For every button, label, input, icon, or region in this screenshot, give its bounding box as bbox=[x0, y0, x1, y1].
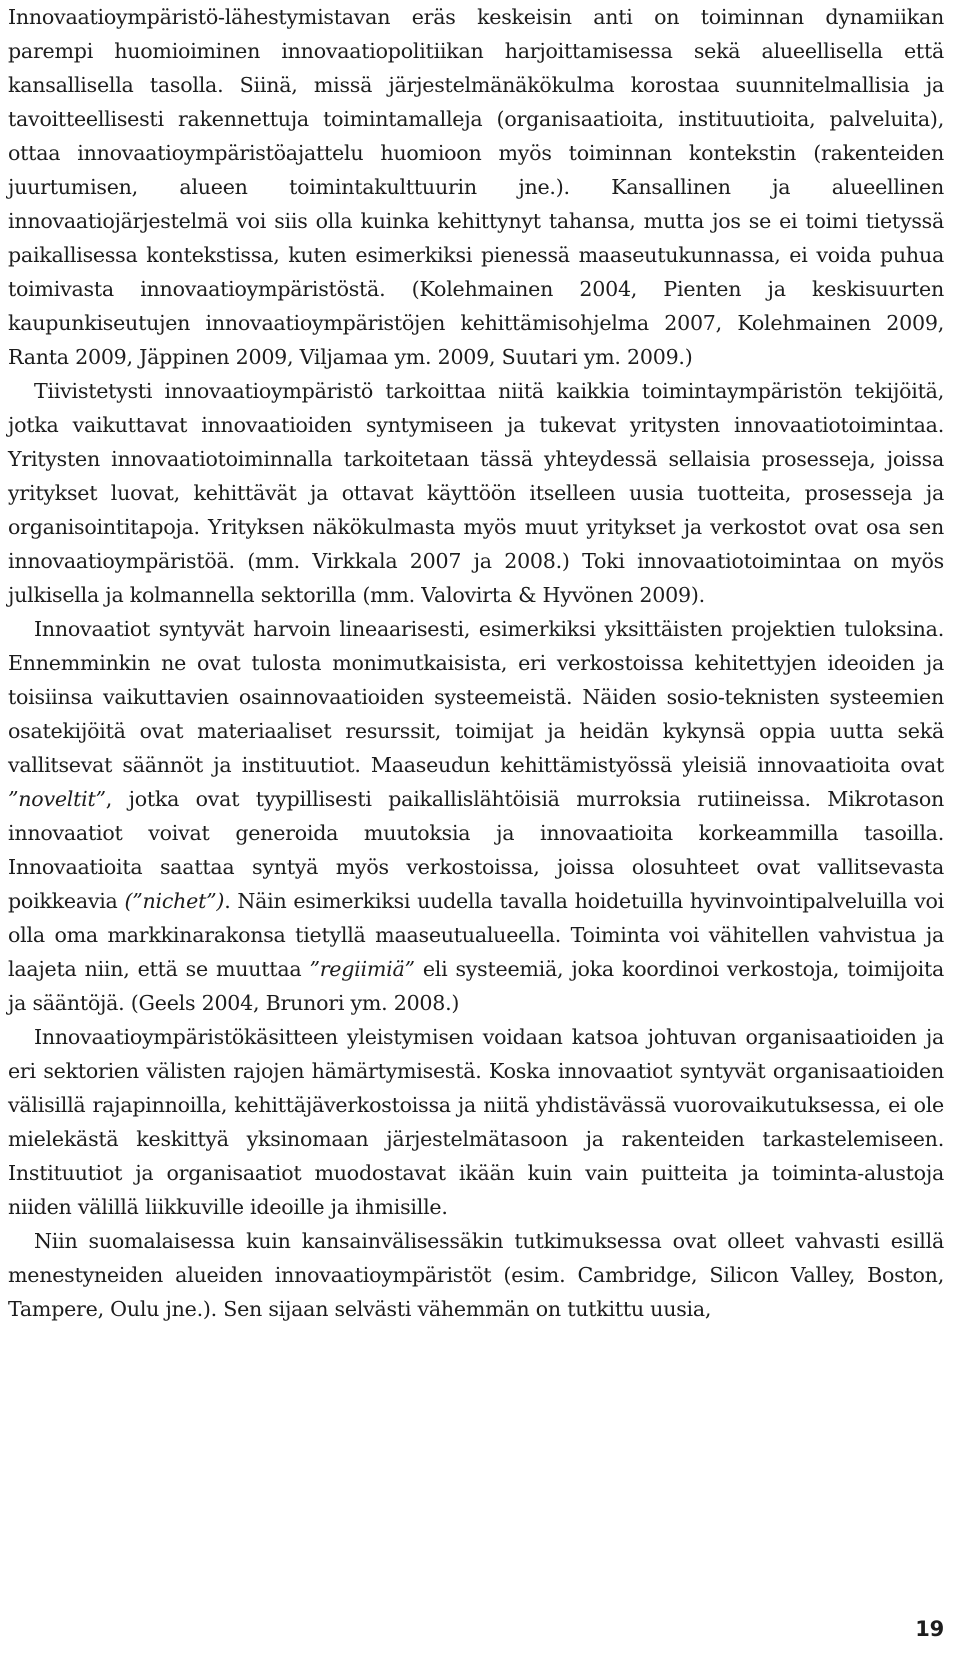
paragraph-3: Innovaatiot syntyvät harvoin lineaarisesti, esimerkiksi yksittäisten projektien tuloksina. Ennemminkin ne ovat tulosta monimutkaisista, eri verkostoissa kehitettyjen ideoiden ja toisiinsa vaikuttavien osainnovaatioiden systeemeistä. Näiden sosio-teknisten systeemien osatekijöitä ovat materiaaliset resurssit, toimijat ja heidän kykynsä oppia uutta sekä vallitsevat säännöt ja instituutiot. Maaseudun kehittämistyössä yleisiä innovaatioita ovat ”noveltit”, jotka ovat tyypillisesti paikallislähtöisiä murroksia rutiineissa. Mikrotason innovaatiot voivat generoida muutoksia ja innovaatioita korkeammilla tasoilla. Innovaatioita saattaa syntyä myös verkostoissa, joissa olosuhteet ovat vallitsevasta poikkeavia (”nichet”). Näin esimerkiksi uudella tavalla hoidetuilla hyvinvointipalveluilla voi olla oma markkinarakonsa tietyllä maaseutualueella. Toiminta voi vähitellen vahvistua ja laajeta niin, että se muuttaa ”regiimiä” eli systeemiä, joka koordinoi verkostoja, toimijoita ja sääntöjä. (Geels 2004, Brunori ym. 2008.) bbox=[8, 617, 944, 1015]
paragraph-1: Innovaatioympäristö-lähestymistavan eräs keskeisin anti on toiminnan dynamiikan parempi huomioiminen innovaatiopolitiikan harjoittamisessa sekä alueellisella että kansallisella tasolla. Siinä, missä järjestelmänäkökulma korostaa suunnitelmallisia ja tavoitteellisesti rakennettuja toimintamalleja (organisaatioita, instituutioita, palveluita), ottaa innovaatioympäristöajattelu huomioon myös toiminnan kontekstin (rakenteiden juurtumisen, alueen toimintakulttuurin jne.). Kansallinen ja alueellinen innovaatiojärjestelmä voi siis olla kuinka kehittynyt tahansa, mutta jos se ei toimi tietyssä paikallisessa kontekstissa, kuten esimerkiksi pienessä maaseutukunnassa, ei voida puhua toimivasta innovaatioympäristöstä. (Kolehmainen 2004, Pienten ja keskisuurten kaupunkiseutujen innovaatioympäristöjen kehittämisohjelma 2007, Kolehmainen 2009, Ranta 2009, Jäppinen 2009, Viljamaa ym. 2009, Suutari ym. 2009.) bbox=[8, 5, 944, 369]
paragraph-5: Niin suomalaisessa kuin kansainvälisessäkin tutkimuksessa ovat olleet vahvasti esillä menestyneiden alueiden innovaatioympäristöt (esim. Cambridge, Silicon Valley, Boston, Tampere, Oulu jne.). Sen sijaan selvästi vähemmän on tutkittu uusia, bbox=[8, 1229, 944, 1321]
paragraph-4: Innovaatioympäristökäsitteen yleistymisen voidaan katsoa johtuvan organisaatioiden ja eri sektorien välisten rajojen hämärtymisestä. Koska innovaatiot syntyvät organisaatioiden välisillä rajapinnoilla, kehittäjäverkostoissa ja niitä yhdistävässä vuorovaikutuksessa, ei ole mielekästä keskittyä yksinomaan järjestelmätasoon ja rakenteiden tarkastelemiseen. Instituutiot ja organisaatiot muodostavat ikään kuin vain puitteita ja toiminta-alustoja niiden välillä liikkuville ideoille ja ihmisille. bbox=[8, 1025, 944, 1219]
page-number: 19 bbox=[915, 1617, 944, 1641]
paragraph-2: Tiivistetysti innovaatioympäristö tarkoittaa niitä kaikkia toimintaympäristön tekijöitä, jotka vaikuttavat innovaatioiden syntymiseen ja tukevat yritysten innovaatiotoimintaa. Yritysten innovaatiotoiminnalla tarkoitetaan tässä yhteydessä sellaisia prosesseja, joissa yritykset luovat, kehittävät ja ottavat käyttöön itselleen uusia tuotteita, prosesseja ja organisointitapoja. Yrityksen näkökulmasta myös muut yritykset ja verkostot ovat osa sen innovaatioympäristöä. (mm. Virkkala 2007 ja 2008.) Toki innovaatiotoimintaa on myös julkisella ja kolmannella sektorilla (mm. Valovirta & Hyvönen 2009). bbox=[8, 379, 944, 607]
